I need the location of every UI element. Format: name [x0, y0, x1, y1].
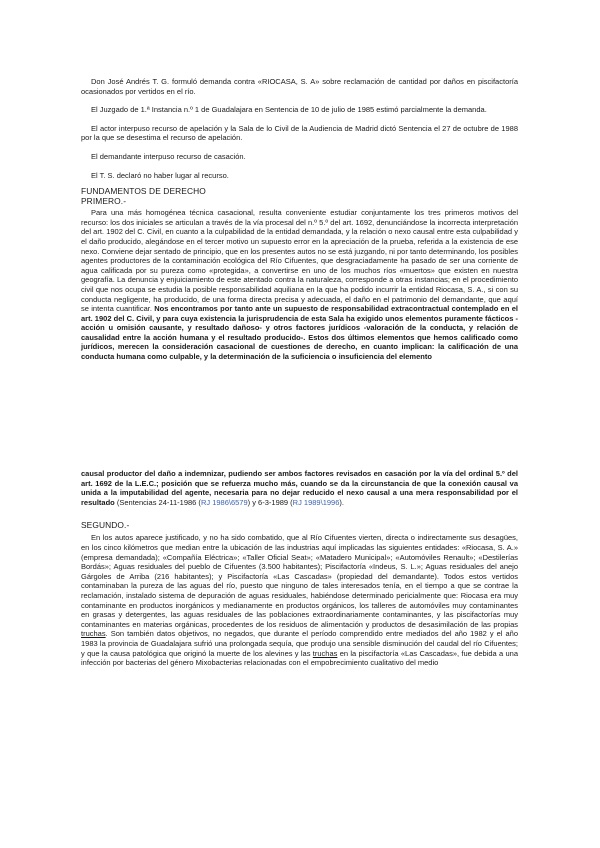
highlight-truchas-2: truchas	[312, 648, 338, 658]
paragraph-segundo	[81, 533, 518, 667]
second-block	[81, 469, 518, 668]
paragraph-declaracion: El T. S. declaró no haber lugar al recurso.	[91, 170, 229, 180]
paragraph-primero	[81, 208, 518, 362]
paragraph-demanda: Don José Andrés T. G. formuló demanda contra «RIOCASA, S. A» sobre reclamación de cantidad por daños en piscifactoría ocasionados por vertidos en el río.	[81, 77, 518, 96]
citation-link-2[interactable]: RJ 1989\1996	[292, 497, 340, 507]
heading-segundo: SEGUNDO.-	[81, 520, 130, 531]
highlight-truchas-1: truchas	[81, 629, 106, 639]
citation-link-1[interactable]: RJ 1986\6579	[200, 497, 248, 507]
continuation-pre-link: (Sentencias 24-11-1986 (	[114, 497, 201, 507]
primero-bold-text: Nos encontramos por tanto ante un supuesto de responsabilidad extracontractual contemplado en el art. 1902 del C. Civil, y para cuya existencia la jurisprudencia de esta Sala ha exigido unos elementos puramente fácticos -acción u omisión causante, y resultado dañoso- y otros factores jurídicos -valoración de la conducta, y relación de causalidad entre la acción humana y el resultado producido-. Estos dos últimos elementos que hemos calificado como jurídicos, merecen la consideración casacional de cuestiones de derecho, en cuanto implican: la calificación de una conducta humana como culpable, y la determinación de la suficiencia o insuficiencia del elemento	[81, 304, 519, 362]
segundo-text-1: En los autos aparece justificado, y no ha sido combatido, que al Río Cifuentes vierten, directa o indirectamente sus desagües, en los cinco kilómetros que median entre la ubicación de las industrias aquí implicadas las siguientes entidades: «Riocasa, S. A.» (empresa demandada); «Compañía Eléctrica»; «Taller Oficial Seat»; «Matadero Municipal»; «Automóviles Renault»; «Destilerías Bordás»; Aguas residuales del pueblo de Cifuentes (3.500 habitantes); Piscifactoría «Indeus, S. L.»; Aguas residuales del anejo Gárgoles de Arriba (216 habitantes); y Piscifactoría «Las Cascadas» (propiedad del demandante). Todos estos vertidos contaminaban la pureza de las aguas del río, puesto que ninguno de tales interesados tenía, en el tiempo a que se contrae la reclamación, instalado sistema de depuración de aguas residuales, habiéndose determinado pericialmente que: Riocasa era muy contaminante en productos inorgánicos y medianamente en productos orgánicos, los talleres de automóviles muy contaminantes en grasas y detergentes, las aguas residuales de las poblaciones extraordinariamente contaminantes, y las piscifactorías muy contaminantes en materias orgánicas, procedentes de los residuos de alimentación y productos de desasimilación de las propias	[81, 533, 518, 629]
paragraph-casacion: El demandante interpuso recurso de casación.	[91, 151, 246, 161]
paragraph-apelacion: El actor interpuso recurso de apelación y la Sala de lo Civil de la Audiencia de Madrid dictó Sentencia el 27 de octubre de 1988 por la que se desestima el recurso de apelación.	[81, 123, 518, 143]
heading-fundamentos: FUNDAMENTOS DE DERECHO	[81, 186, 206, 197]
continuation-bold-text: causal productor del daño a indemnizar, pudiendo ser ambos factores revisados en casación por la vía del ordinal 5.º del art. 1692 de la L.E.C.; posición que se refuerza mucho más, cuando se da la circunstancia de que la conexión causal va unida a la imputabilidad del agente, necesaria para no dejar reducido el nexo causal a una mera responsabilidad por el resultado	[81, 469, 518, 507]
segundo-text-3: en la piscifactoría «Las Cascadas», fue debida a una infección por bacterias del género Mixobacterias relacionadas con el empobrecimiento cualitativo del medio	[81, 648, 518, 668]
intro-block	[81, 77, 518, 362]
segundo-text-2: . Son también datos objetivos, no negados, que durante el período comprendido entre mediados del año 1982 y el año 1983 la provincia de Guadalajara sufrió una prolongada sequía, que produjo una sensible disminución del caudal del río Cifuentes; y que la causa patológica que originó la muerte de los alevines y las	[81, 629, 518, 658]
heading-primero: PRIMERO.-	[81, 196, 127, 207]
continuation-mid: ) y 6-3-1989 (	[247, 497, 293, 507]
paragraph-juzgado: El Juzgado de 1.ª Instancia n.º 1 de Guadalajara en Sentencia de 10 de julio de 1985 estimó parcialmente la demanda.	[91, 105, 487, 115]
paragraph-continuation	[81, 469, 518, 507]
continuation-post: ).	[339, 497, 344, 507]
primero-text: Para una más homogénea técnica casacional, resulta conveniente estudiar conjuntamente los tres primeros motivos del recurso: los dos iniciales se articulan a través de la vía procesal del n.º 5.º del art. 1692, denunciándose la incorrecta interpretación del art. 1902 del C. Civil, en cuanto a la culpabilidad de la entidad demandada, y la relación o nexo causal entre esta culpabilidad y el daño producido, alegándose en el tercer motivo un supuesto error en la apreciación de la prueba, referida a la existencia de ese nexo. Conviene dejar sentado de principio, que en los presentes autos no se está juzgando, ni por tanto determinando, los posibles agentes productores de la contaminación ecológica del Río Cifuentes, que desgraciadamente ha pasado de ser una corriente de agua calificada por su pureza como «protegida», a convertirse en uno de los muchos ríos «muertos» que existen en nuestra geografía. La denuncia y enjuiciamiento de este atentado contra la naturaleza, corresponde a otras instancias; en el procedimiento civil que nos ocupa se estudia la posible responsabilidad aquiliana en la que ha podido incurrir la entidad Riocasa, S. A., si con su conducta negligente, ha producido, de una forma directa precisa y adecuada, el daño en el patrimonio del demandante, que aquí se intenta cuantificar.	[81, 208, 518, 314]
